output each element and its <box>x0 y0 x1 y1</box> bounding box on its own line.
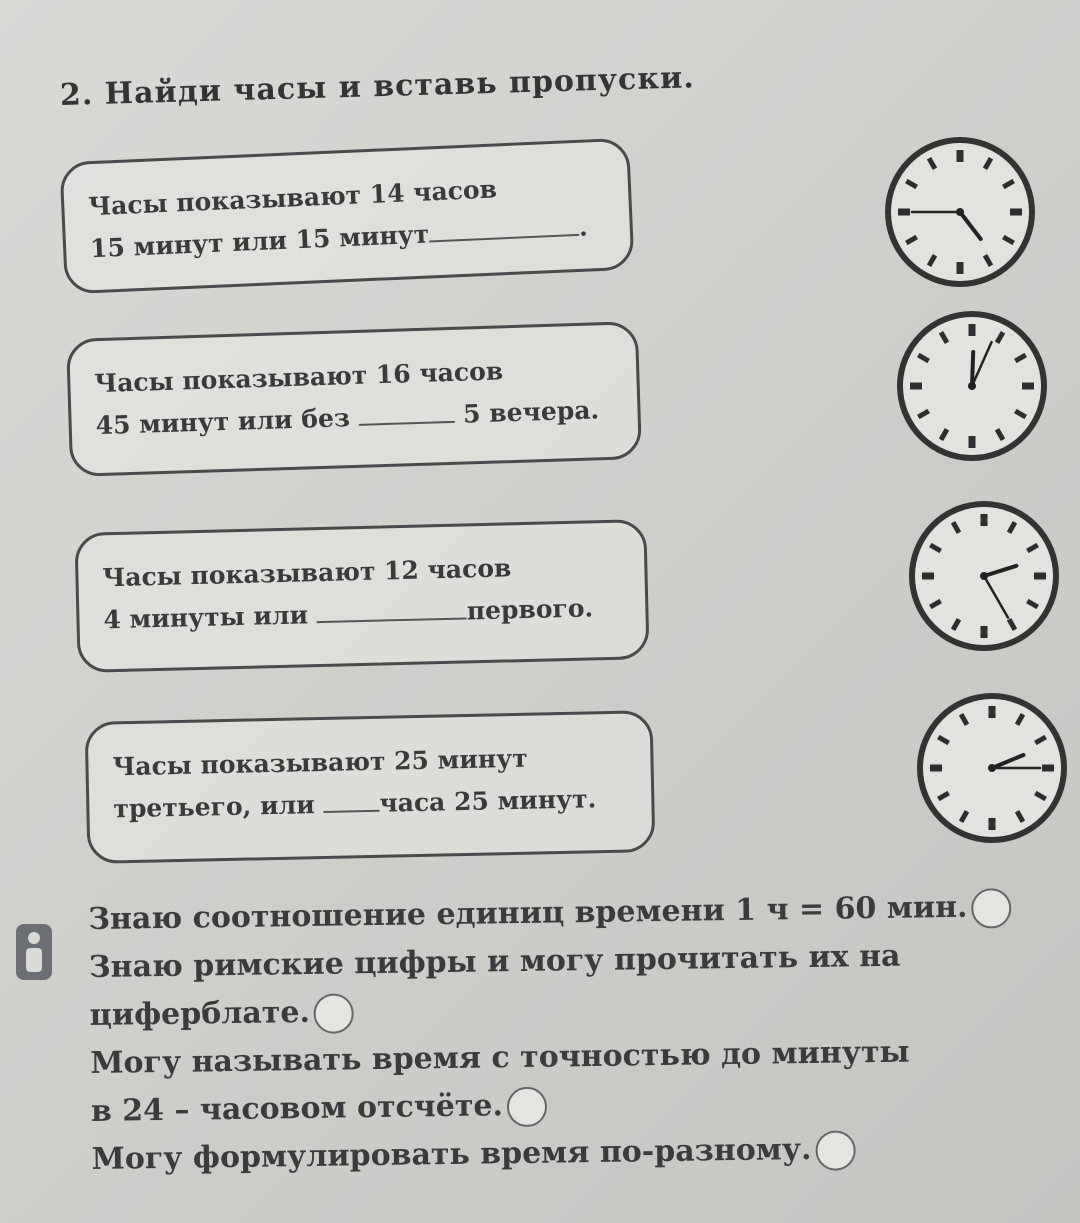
bubble-3-text-a: 4 минуты или <box>103 600 309 635</box>
roman-clock-icon <box>904 496 1064 656</box>
task-title: 2. Найди часы и вставь пропуски. <box>59 60 696 113</box>
circle-icon[interactable] <box>507 1087 548 1128</box>
answer-blank-2[interactable] <box>358 397 455 426</box>
clock-center <box>980 572 988 580</box>
bubble-4-text-b: часа 25 минут. <box>379 784 597 818</box>
bubble-4-line-1: Часы показывают 25 минут <box>112 743 528 782</box>
clock-center <box>956 208 964 216</box>
clock-center <box>988 764 996 772</box>
bubble-3-line-1: Часы показывают 12 часов <box>102 553 512 593</box>
speech-bubble-3 <box>74 519 649 673</box>
roman-clock-icon <box>892 306 1052 466</box>
speech-bubble-1 <box>59 138 634 295</box>
roman-clock-icon <box>880 132 1040 292</box>
clock-center <box>968 382 976 390</box>
skills-checklist <box>88 883 1052 1184</box>
answer-blank-1[interactable] <box>428 210 579 243</box>
bubble-1-text-b: . <box>578 212 589 242</box>
circle-icon[interactable] <box>815 1130 856 1171</box>
circle-icon[interactable] <box>971 888 1012 929</box>
circle-icon[interactable] <box>314 993 355 1034</box>
bubble-2-line-1: Часы показывают 16 часов <box>93 356 504 399</box>
skill-text-4: Могу формулировать время по-разному. <box>91 1131 812 1177</box>
roman-clock-icon <box>912 688 1072 848</box>
bubble-1-text-a: 15 минут или 15 минут <box>89 219 430 264</box>
answer-blank-3[interactable] <box>316 593 467 623</box>
skill-text-2b: циферблате. <box>89 994 311 1033</box>
speech-bubble-4 <box>85 710 656 864</box>
speech-bubble-2 <box>66 321 642 477</box>
bubble-2-text-b: 5 вечера. <box>462 395 600 429</box>
skill-text-3b: в 24 – часовом отсчёте. <box>90 1088 504 1129</box>
bubble-3-text-b: первого. <box>466 593 594 626</box>
skill-text-3a: Могу называть время с точностью до минуты <box>90 1034 910 1081</box>
answer-blank-4[interactable] <box>323 786 380 813</box>
bubble-4-text-a: третьего, или <box>113 790 316 824</box>
bubble-2-text-a: 45 минут или без <box>95 403 351 441</box>
student-icon <box>16 924 52 980</box>
bubble-1-line-1: Часы показывают 14 часов <box>87 174 498 222</box>
skill-text-1: Знаю соотношение единиц времени 1 ч = 60 мин. <box>88 889 968 937</box>
skill-text-2a: Знаю римские цифры и могу прочитать их на <box>88 938 901 985</box>
